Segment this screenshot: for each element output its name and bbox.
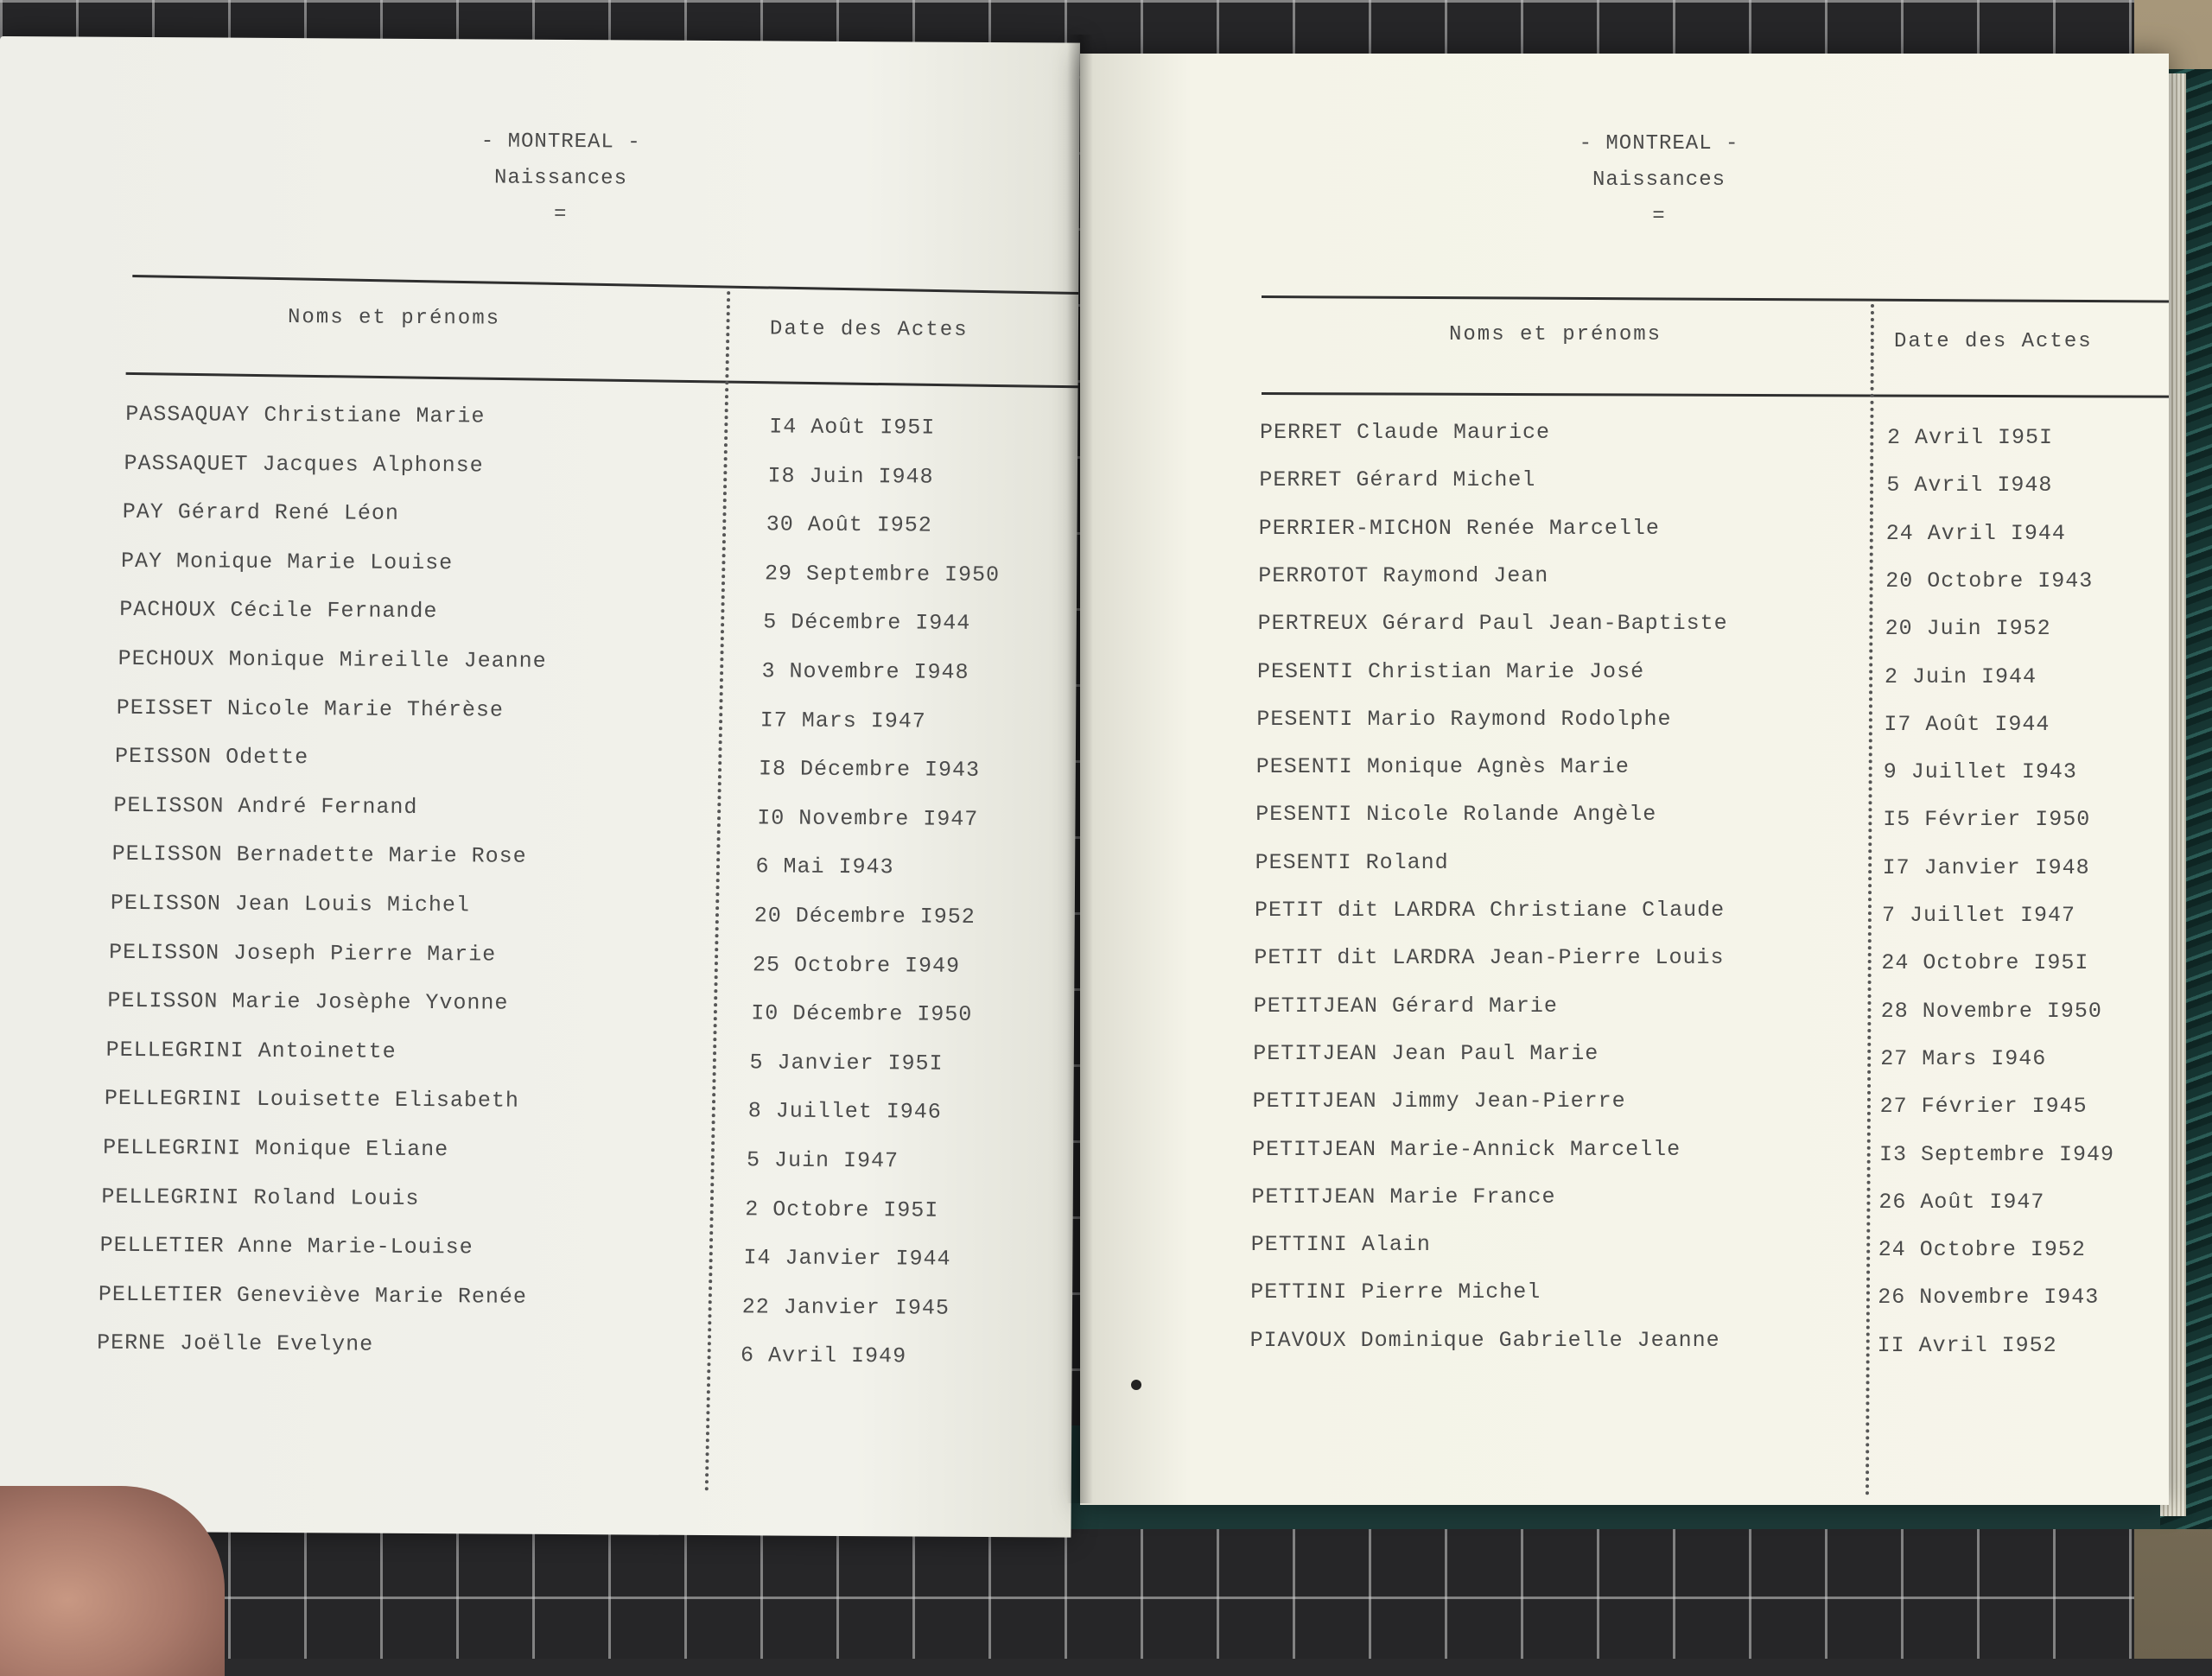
entry-date: 25 Octobre I949: [752, 951, 961, 979]
entry-name: PELISSON Bernadette Marie Rose: [111, 841, 527, 870]
entry-name: PELLETIER Anne Marie-Louise: [99, 1232, 474, 1260]
section-title: Naissances: [493, 166, 628, 191]
list-item: [1255, 849, 2090, 880]
entry-name: PELLEGRINI Louisette Elisabeth: [104, 1086, 520, 1114]
list-item: [124, 450, 934, 490]
entry-date: 9 Juillet I943: [1883, 759, 2077, 785]
list-item: [1253, 993, 2102, 1024]
list-item: [1251, 1184, 2045, 1215]
entry-date: I3 Septembre I949: [1879, 1141, 2115, 1167]
col-header-dates: Date des Actes: [1894, 330, 2093, 353]
entry-date: 24 Avril I944: [1885, 520, 2066, 546]
city-title: - MONTREAL -: [1579, 132, 1739, 156]
entry-date: 24 Octobre I952: [1878, 1237, 2086, 1263]
right-page: [1080, 54, 2169, 1505]
list-item: [103, 1134, 899, 1174]
list-item: [97, 1330, 907, 1369]
entry-date: 5 Avril I948: [1886, 473, 2053, 498]
entry-date: 2 Octobre I95I: [745, 1196, 939, 1223]
header-marker: =: [1652, 205, 1666, 228]
list-item: [1256, 706, 2050, 737]
entry-name: PETTINI Alain: [1250, 1232, 1431, 1258]
list-item: [109, 939, 961, 979]
entry-name: PEISSET Nicole Marie Thérèse: [116, 695, 505, 723]
entry-date: 22 Janvier I945: [741, 1294, 950, 1321]
entry-name: PETITJEAN Jean Paul Marie: [1253, 1040, 1599, 1066]
list-item: [1255, 802, 2091, 833]
entry-date: 20 Juin I952: [1885, 616, 2051, 642]
entry-date: 30 Août I952: [766, 511, 932, 538]
hand-holding-book: [0, 1486, 225, 1676]
list-item: [101, 1184, 939, 1223]
entry-name: PERNE Joëlle Evelyne: [97, 1330, 374, 1358]
ink-dot: [1131, 1380, 1141, 1390]
entry-date: 28 Novembre I950: [1880, 998, 2102, 1024]
header-rule: [1262, 392, 2169, 398]
list-item: [1255, 898, 2076, 928]
entry-name: PELISSON Joseph Pierre Marie: [109, 939, 497, 968]
entry-name: PACHOUX Cécile Fernande: [119, 597, 438, 625]
entry-name: PASSAQUET Jacques Alphonse: [124, 450, 484, 479]
left-page: [0, 36, 1080, 1538]
entry-date: I4 Janvier I944: [743, 1245, 951, 1272]
list-item: [1257, 611, 2051, 642]
list-item: [1258, 562, 2094, 594]
entry-date: 2 Juin I944: [1885, 663, 2037, 689]
right-page-header: [1512, 126, 1806, 235]
header-rule: [126, 372, 1078, 388]
column-separator: [1866, 304, 1874, 1496]
entry-date: 6 Mai I943: [755, 854, 894, 880]
entry-name: PERRET Gérard Michel: [1259, 467, 1536, 493]
entry-date: 5 Janvier I95I: [749, 1050, 944, 1076]
entry-name: PESENTI Roland: [1255, 849, 1449, 875]
entry-date: I8 Juin I948: [767, 463, 934, 490]
entry-date: 5 Décembre I944: [763, 609, 971, 637]
entry-name: PETITJEAN Marie-Annick Marcelle: [1252, 1136, 1681, 1162]
list-item: [107, 987, 973, 1028]
entry-date: I0 Décembre I950: [751, 1000, 973, 1028]
list-item: [122, 499, 932, 538]
entry-name: PERRIER-MICHON Renée Marcelle: [1258, 515, 1660, 541]
list-item: [1254, 945, 2089, 976]
entry-name: PIAVOUX Dominique Gabrielle Jeanne: [1249, 1327, 1720, 1353]
list-item: [99, 1232, 951, 1272]
entry-date: I0 Novembre I947: [757, 805, 979, 832]
list-item: [1250, 1232, 2086, 1263]
entry-date: I5 Février I950: [1883, 807, 2091, 833]
entry-name: PETIT dit LARDRA Jean-Pierre Louis: [1254, 945, 1725, 971]
entry-date: 7 Juillet I947: [1882, 903, 2076, 928]
entry-name: PERTREUX Gérard Paul Jean-Baptiste: [1257, 611, 1728, 637]
list-item: [1257, 658, 2037, 689]
entry-name: PELLETIER Geneviève Marie Renée: [98, 1281, 528, 1310]
entry-date: 8 Juillet I946: [747, 1098, 942, 1126]
list-item: [1260, 420, 2054, 450]
entry-name: PECHOUX Monique Mireille Jeanne: [118, 645, 547, 674]
top-rule: [132, 275, 1078, 295]
header-marker: =: [553, 202, 568, 227]
list-item: [125, 401, 936, 441]
entry-name: PASSAQUAY Christiane Marie: [125, 401, 486, 429]
list-item: [1252, 1089, 2088, 1120]
entry-date: I7 Août I944: [1884, 711, 2050, 737]
list-item: [1250, 1279, 2100, 1311]
entry-name: PELISSON Jean Louis Michel: [110, 890, 471, 918]
list-item: [104, 1086, 942, 1126]
entry-name: PAY Monique Marie Louise: [121, 548, 454, 576]
section-title: Naissances: [1592, 168, 1726, 192]
list-item: [1249, 1327, 2057, 1358]
entry-date: 5 Juin I947: [746, 1147, 899, 1174]
entry-name: PETTINI Pierre Michel: [1250, 1279, 1541, 1305]
entry-date: I8 Décembre I943: [758, 756, 981, 784]
list-item: [121, 548, 1001, 587]
left-page-header: [414, 124, 709, 234]
list-item: [1253, 1040, 2047, 1071]
list-item: [118, 645, 969, 685]
entry-date: 29 Septembre I950: [764, 561, 1001, 587]
list-item: [115, 744, 981, 784]
entry-name: PELLEGRINI Monique Eliane: [103, 1134, 449, 1163]
list-item: [1252, 1136, 2115, 1167]
entry-name: PETITJEAN Marie France: [1251, 1184, 1556, 1209]
col-header-dates: Date des Actes: [769, 317, 969, 342]
column-separator: [705, 291, 730, 1492]
entry-date: II Avril I952: [1877, 1332, 2057, 1358]
top-rule: [1262, 295, 2169, 302]
entry-name: PETITJEAN Jimmy Jean-Pierre: [1252, 1089, 1626, 1114]
entry-date: 26 Novembre I943: [1878, 1285, 2100, 1311]
entry-name: PAY Gérard René Léon: [122, 499, 399, 527]
entry-name: PETIT dit LARDRA Christiane Claude: [1255, 898, 1726, 923]
entry-name: PESENTI Monique Agnès Marie: [1255, 754, 1630, 780]
list-item: [111, 841, 894, 880]
list-item: [98, 1281, 950, 1321]
entry-name: PESENTI Nicole Rolande Angèle: [1255, 802, 1657, 828]
list-item: [116, 695, 926, 734]
entry-date: I7 Mars I947: [760, 707, 926, 734]
entry-date: 20 Décembre I952: [753, 903, 976, 930]
entry-date: 20 Octobre I943: [1885, 568, 2094, 594]
list-item: [113, 792, 979, 832]
entry-name: PEISSON Odette: [115, 744, 309, 771]
entry-date: I7 Janvier I948: [1882, 854, 2090, 880]
entry-date: 27 Février I945: [1879, 1094, 2088, 1120]
list-item: [110, 890, 976, 930]
entry-name: PELLEGRINI Roland Louis: [101, 1184, 420, 1211]
entry-name: PERRET Claude Maurice: [1260, 420, 1551, 445]
entry-name: PELISSON Marie Josèphe Yvonne: [107, 987, 509, 1016]
list-item: [1255, 754, 2077, 785]
entry-date: I4 Août I95I: [769, 414, 936, 441]
entry-date: 2 Avril I95I: [1887, 425, 2054, 450]
entry-date: 6 Avril I949: [740, 1343, 907, 1369]
entry-name: PELLEGRINI Antoinette: [105, 1037, 397, 1064]
col-header-names: Noms et prénoms: [1449, 323, 1662, 346]
entry-date: 3 Novembre I948: [761, 658, 969, 685]
list-item: [119, 597, 971, 637]
entry-name: PESENTI Mario Raymond Rodolphe: [1256, 706, 1672, 732]
list-item: [105, 1037, 944, 1076]
entry-name: PETITJEAN Gérard Marie: [1253, 993, 1558, 1019]
entry-name: PELISSON André Fernand: [113, 792, 418, 820]
entry-date: 27 Mars I946: [1880, 1045, 2047, 1071]
list-item: [1259, 467, 2053, 498]
entry-date: 24 Octobre I95I: [1881, 950, 2089, 976]
list-item: [1258, 515, 2066, 546]
book-gutter: [1067, 35, 1093, 1503]
city-title: - MONTREAL -: [480, 130, 641, 155]
entry-date: 26 Août I947: [1878, 1189, 2045, 1215]
entry-name: PERROTOT Raymond Jean: [1258, 562, 1549, 588]
entry-name: PESENTI Christian Marie José: [1257, 658, 1645, 684]
col-header-names: Noms et prénoms: [287, 306, 501, 331]
